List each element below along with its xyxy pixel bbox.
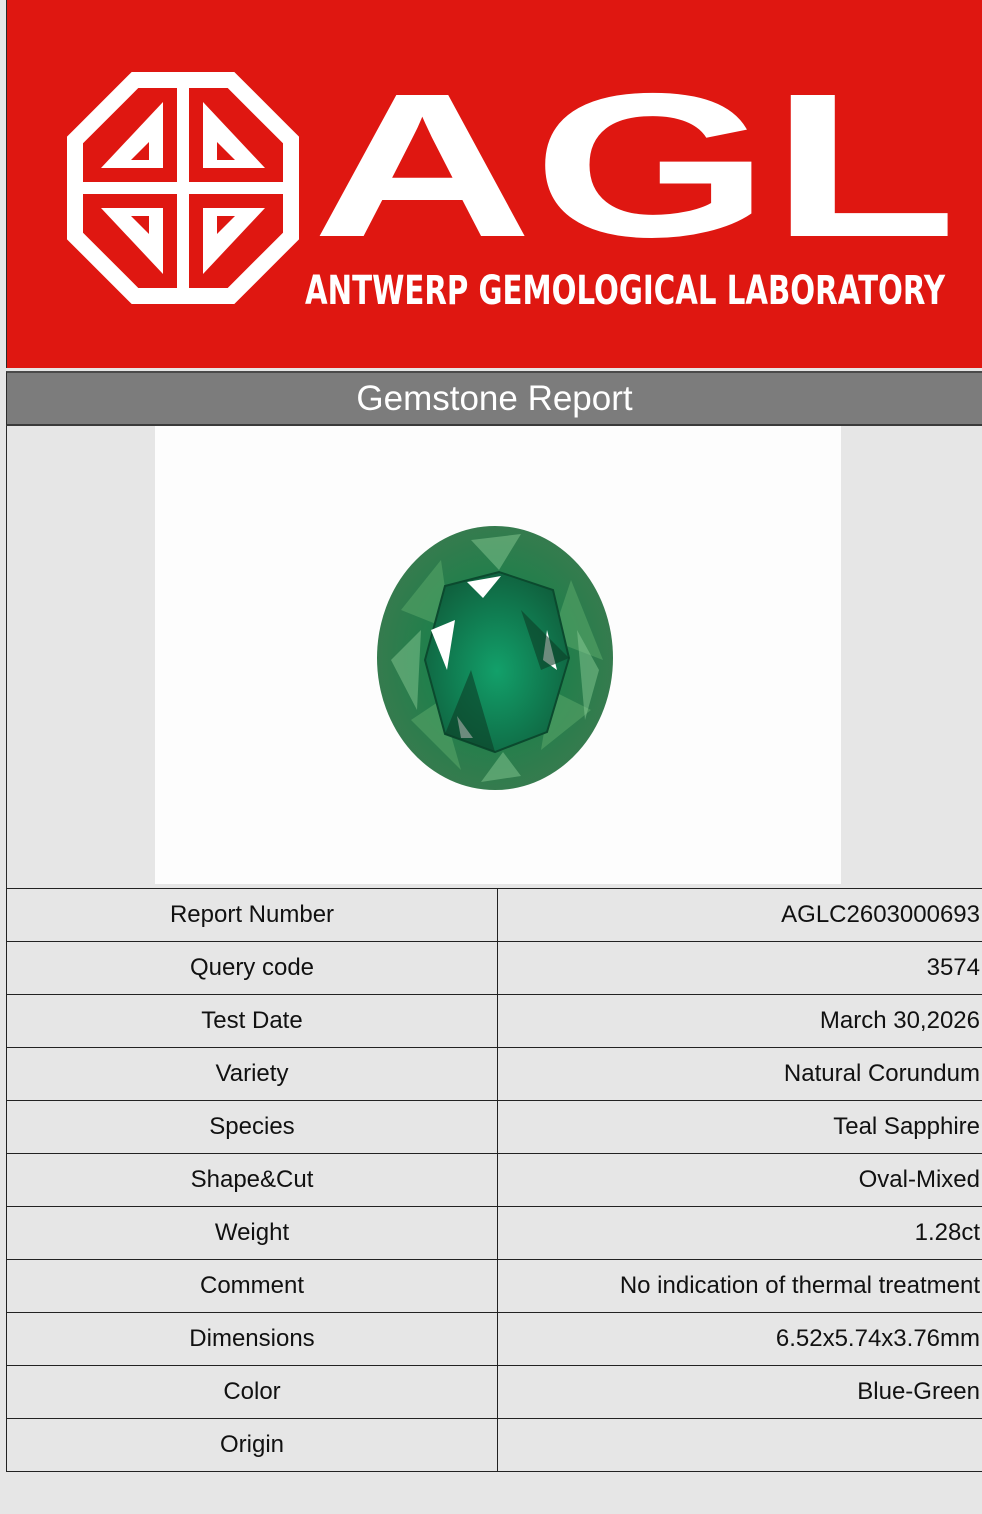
report-header	[6, 0, 982, 368]
row-label: Test Date	[7, 995, 498, 1048]
row-label: Origin	[7, 1419, 498, 1472]
table-row	[7, 1260, 982, 1313]
row-label: Weight	[7, 1207, 498, 1260]
row-value: Blue-Green	[498, 1366, 982, 1419]
row-value: 6.52x5.74x3.76mm	[498, 1313, 982, 1366]
table-row	[7, 889, 982, 942]
row-value: 1.28ct	[498, 1207, 982, 1260]
row-label: Comment	[7, 1260, 498, 1313]
table-row	[7, 1419, 982, 1472]
row-value: March 30,2026	[498, 995, 982, 1048]
row-value: No indication of thermal treatment	[498, 1260, 982, 1313]
table-row	[7, 1101, 982, 1154]
gemstone-photo	[371, 520, 619, 796]
table-row	[7, 995, 982, 1048]
row-label: Query code	[7, 942, 498, 995]
row-value: Oval-Mixed	[498, 1154, 982, 1207]
agl-emblem-icon	[67, 72, 299, 304]
row-label: Variety	[7, 1048, 498, 1101]
gemstone-photo-frame	[155, 426, 841, 884]
row-label: Dimensions	[7, 1313, 498, 1366]
agl-wordmark	[312, 76, 962, 244]
brand-wordmark: AGL	[312, 76, 957, 244]
table-row	[7, 1313, 982, 1366]
row-value: 3574	[498, 942, 982, 995]
report-title-bar	[6, 371, 982, 426]
row-label: Species	[7, 1101, 498, 1154]
table-row	[7, 942, 982, 995]
report-details-table	[6, 888, 982, 1472]
table-row	[7, 1154, 982, 1207]
table-row	[7, 1366, 982, 1419]
row-label: Shape&Cut	[7, 1154, 498, 1207]
row-label: Report Number	[7, 889, 498, 942]
table-row	[7, 1207, 982, 1260]
row-value	[498, 1419, 982, 1472]
photo-area	[6, 426, 982, 888]
row-label: Color	[7, 1366, 498, 1419]
report-title: Gemstone Report	[356, 379, 633, 418]
table-row	[7, 1048, 982, 1101]
row-value: AGLC2603000693	[498, 889, 982, 942]
lab-name: ANTWERP GEMOLOGICAL LABORATORY	[305, 268, 946, 312]
row-value: Natural Corundum	[498, 1048, 982, 1101]
lab-name-banner	[305, 262, 955, 312]
row-value: Teal Sapphire	[498, 1101, 982, 1154]
